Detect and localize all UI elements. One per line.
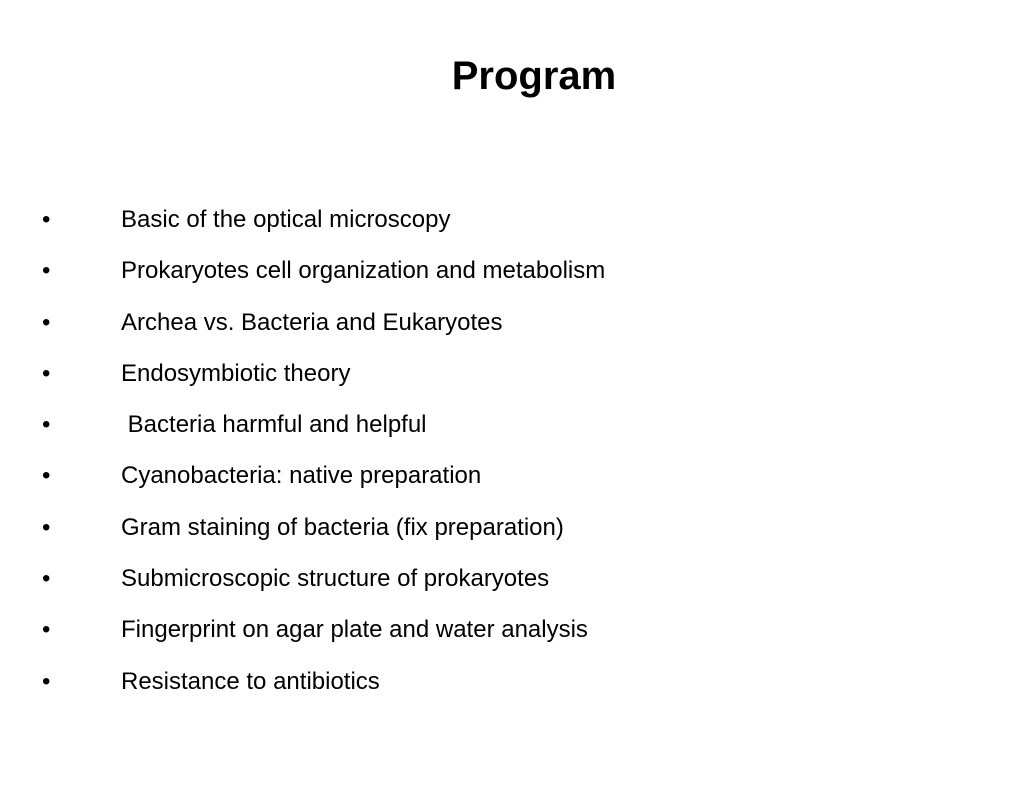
bullet-icon: • [42,308,51,336]
bullet-icon: • [42,565,51,593]
list-item-text: Submicroscopic structure of prokaryotes [121,565,550,593]
list-item [42,407,427,458]
list-item-text: Archea vs. Bacteria and Eukaryotes [121,308,503,336]
list-item [42,253,606,304]
list-item-text: Bacteria harmful and helpful [121,411,427,439]
list-item-text: Cyanobacteria: native preparation [121,462,482,490]
list-item-text: Gram staining of bacteria (fix preparation) [121,513,564,541]
list-item [42,202,451,253]
list-item-text: Resistance to antibiotics [121,667,380,695]
list-item-text: Fingerprint on agar plate and water analysis [121,616,588,644]
list-item [42,458,482,509]
list-item-text: Prokaryotes cell organization and metabolism [121,257,606,285]
list-item [42,305,503,356]
program-list [42,202,606,715]
bullet-icon: • [42,359,51,387]
bullet-icon: • [42,616,51,644]
slide-title: Program [451,54,617,98]
list-item-text: Basic of the optical microscopy [121,206,451,233]
list-item [42,510,564,561]
bullet-icon: • [42,513,51,541]
list-item [42,664,380,715]
bullet-icon: • [42,667,51,695]
list-item-text: Endosymbiotic theory [121,359,351,387]
list-item [42,561,550,612]
bullet-icon: • [42,206,51,233]
bullet-icon: • [42,257,51,285]
bullet-icon: • [42,411,51,439]
bullet-icon: • [42,462,51,490]
list-item [42,356,351,407]
list-item [42,612,588,663]
